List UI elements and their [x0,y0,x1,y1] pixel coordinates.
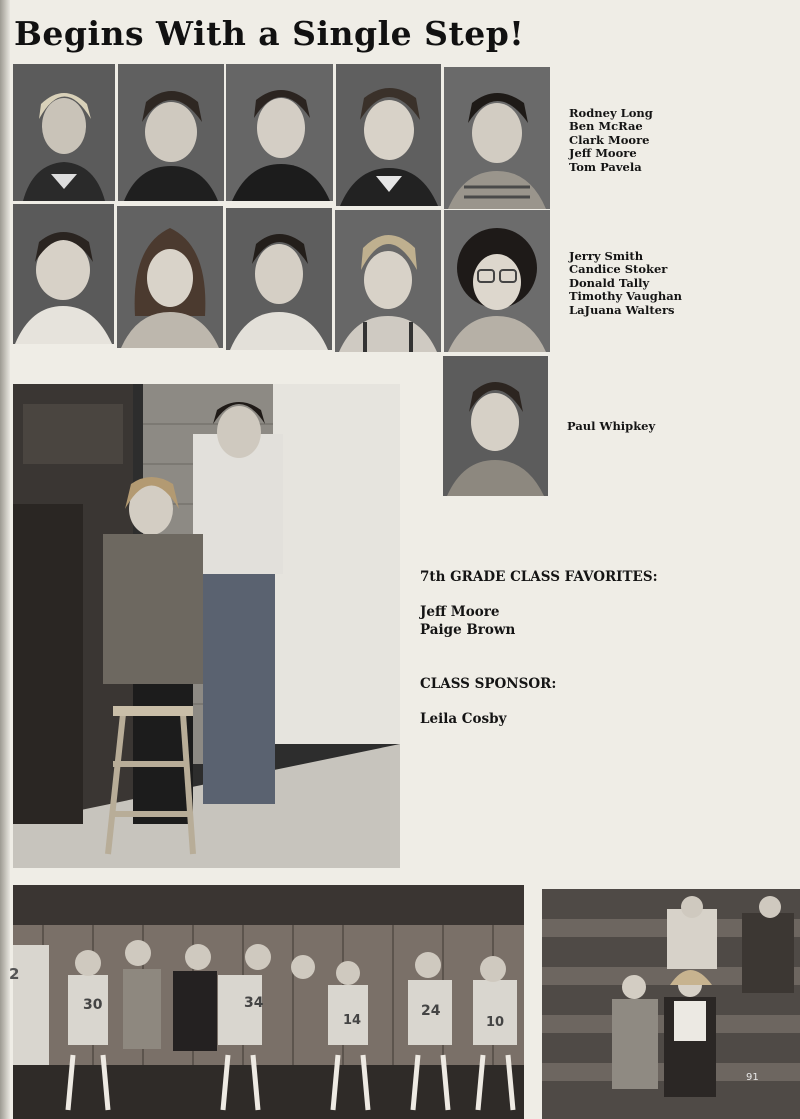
portrait-candice-stoker [117,206,223,348]
bleachers-photo [542,889,800,1119]
page-binding-edge [0,0,10,1119]
portrait-jeff-moore [336,64,441,206]
roster-name: Ben McRae [569,119,643,134]
jersey-number: 30 [83,997,103,1013]
roster-name: Timothy Vaughan [569,289,683,304]
portrait-paul-whipkey [443,356,548,496]
roster-name: Clark Moore [569,132,650,147]
roster-name: Jerry Smith [569,249,644,263]
roster-name: Donald Tally [569,275,650,290]
jersey-number: 14 [343,1013,362,1028]
sponsor-heading: CLASS SPONSOR: [420,676,557,692]
jersey-number: 2 [9,965,20,983]
favorites-heading: 7th GRADE CLASS FAVORITES: [420,569,658,585]
team-bench-photo [9,885,524,1119]
roster-name: Candice Stoker [569,262,668,277]
portrait-rodney-long [13,64,115,201]
roster-name: Tom Pavela [569,159,642,174]
jersey-number: 24 [421,1003,441,1019]
portrait-clark-moore [226,64,333,201]
portrait-timothy-vaughan [335,210,441,352]
favorite-name: Paige Brown [420,622,516,638]
page-headline: Begins With a Single Step! [14,14,525,53]
jersey-number: 34 [244,995,264,1011]
roster-name: Rodney Long [569,106,653,120]
roster-names-group2 [569,250,682,317]
roster-name: LaJuana Walters [569,302,675,317]
roster-name-single: Paul Whipkey [567,419,656,433]
portrait-donald-tally [226,208,332,350]
jersey-number: 10 [486,1015,505,1030]
portrait-jerry-smith [13,204,114,344]
favorite-name: Jeff Moore [420,604,500,620]
portrait-lajuana-walters [444,210,550,352]
portrait-tom-pavela [444,67,550,209]
roster-name: Jeff Moore [569,146,637,161]
sponsor-name: Leila Cosby [420,711,507,727]
page-number: 91 [746,1072,759,1083]
roster-names-group1 [569,107,653,174]
class-favorites-photo [13,384,400,868]
portrait-ben-mcrae [118,64,224,201]
